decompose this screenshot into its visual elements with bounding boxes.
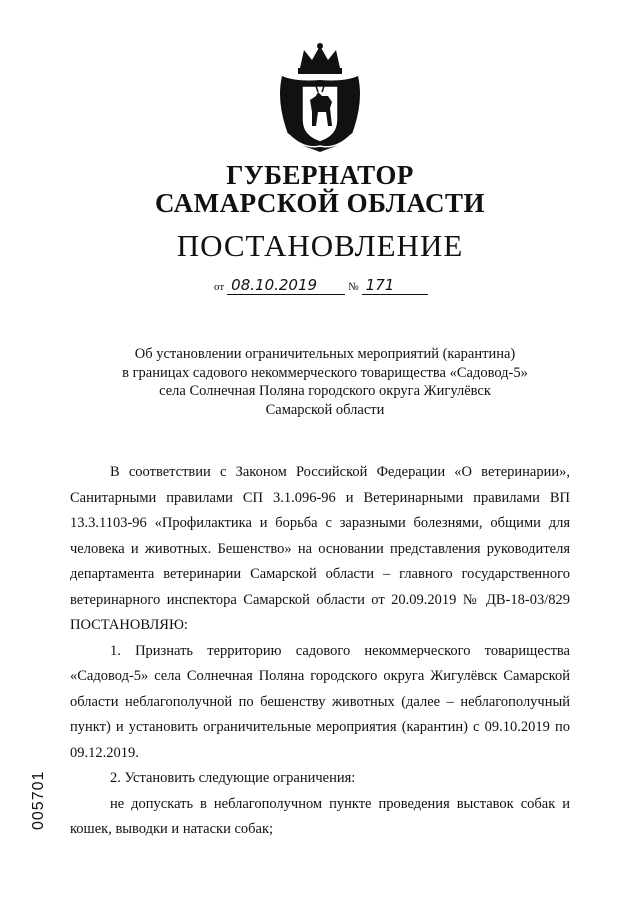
number-label: № xyxy=(348,281,359,293)
subject-line: Самарской области xyxy=(265,401,385,418)
issuer-title-line1: ГУБЕРНАТОР xyxy=(226,160,414,190)
dateline xyxy=(214,276,428,295)
document-body xyxy=(70,460,570,843)
document-subject xyxy=(80,345,570,419)
document-date: 08.10.2019 xyxy=(227,276,345,295)
margin-serial-code: 005701 xyxy=(30,770,47,830)
document-type: ПОСТАНОВЛЕНИЕ xyxy=(176,228,464,263)
document-number: 171 xyxy=(362,276,428,295)
date-label: от xyxy=(214,281,225,293)
body-paragraph: 2. Установить следующие ограничения: xyxy=(110,770,356,786)
subject-line: села Солнечная Поляна городского округа Жигулёвск xyxy=(159,383,491,399)
body-paragraph: не допускать в неблагополучном пункте проведения выставок собак и кошек, выводки и натаски собак; xyxy=(70,795,570,837)
body-paragraph: 1. Признать территорию садового некоммерческого товарищества «Садовод-5» села Солнечная Поляна городского округа Жигулёвск Самарской области неблагополучной по бешенству животных (далее – неблагополучный пункт) и установить ограничительные мероприятия (карантин) с 09.10.2019 по 09.12.2019. xyxy=(70,642,570,761)
subject-line: Об установлении ограничительных мероприятий (карантина) xyxy=(134,346,516,362)
subject-line: в границах садового некоммерческого товарищества «Садовод-5» xyxy=(122,364,528,381)
issuer-title-line2: САМАРСКОЙ ОБЛАСТИ xyxy=(154,188,486,218)
samara-coat-of-arms-icon xyxy=(274,42,366,154)
body-paragraph: В соответствии с Законом Российской Федерации «О ветеринарии», Санитарными правилами СП 3.1.096-96 и Ветеринарными правилами ВП 13.3.1103-96 «Профилактика и борьба с заразными болезнями, общими для человека и животных. Бешенство» на основании представления руководителя департамента ветеринарии Самарской области – главного государственного ветеринарного инспектора Самарской области от 20.09.2019 № ДВ-18-03/829 ПОСТАНОВЛЯЮ: xyxy=(70,464,570,633)
